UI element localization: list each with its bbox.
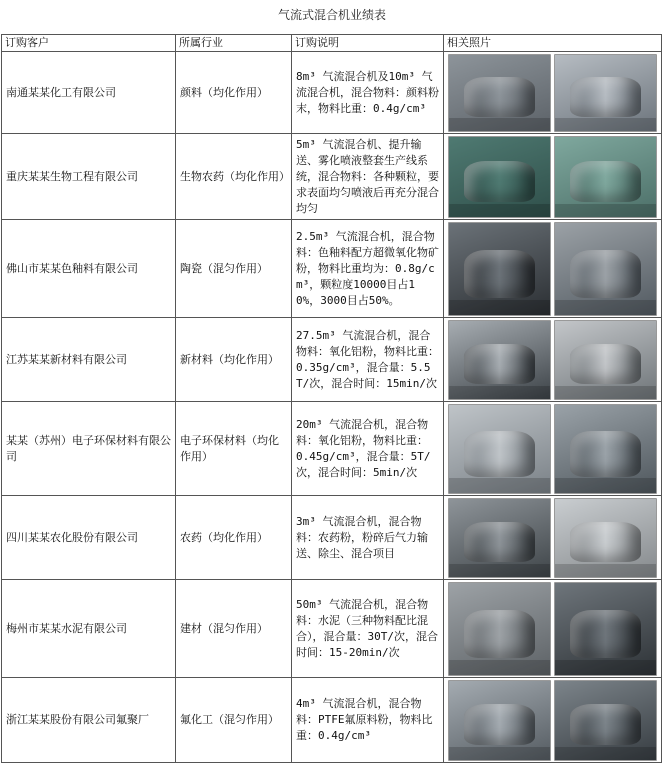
mixer-photo [448, 582, 551, 676]
tank-icon [570, 161, 641, 203]
tank-icon [570, 610, 641, 658]
tank-icon [570, 704, 641, 745]
customer-cell: 四川某某农化股份有限公司 [2, 496, 176, 580]
header-customer: 订购客户 [2, 35, 176, 52]
photos-cell [444, 318, 662, 402]
mixer-photo [554, 320, 657, 400]
table-row [2, 318, 662, 402]
mixer-photo [554, 54, 657, 132]
floor-shading [449, 118, 550, 130]
customer-cell: 南通某某化工有限公司 [2, 52, 176, 134]
tank-icon [570, 250, 641, 298]
header-description: 订购说明 [292, 35, 444, 52]
table-row [2, 52, 662, 134]
tank-icon [570, 522, 641, 563]
floor-shading [449, 300, 550, 315]
customer-cell: 江苏某某新材料有限公司 [2, 318, 176, 402]
mixer-photo [448, 680, 551, 761]
mixer-photo [554, 136, 657, 218]
mixer-photo [554, 680, 657, 761]
photos-cell [444, 678, 662, 763]
floor-shading [449, 478, 550, 492]
industry-cell: 生物农药（均化作用） [176, 134, 292, 220]
tank-icon [570, 77, 641, 117]
table-row [2, 678, 662, 763]
table-row [2, 580, 662, 678]
table-row [2, 496, 662, 580]
table-row [2, 220, 662, 318]
floor-shading [555, 747, 656, 760]
performance-table [1, 34, 662, 763]
description-cell: 8m³ 气流混合机及10m³ 气流混合机，混合物料：颜料粉末，物料比重：0.4g/cm³ [292, 52, 444, 134]
photos-cell [444, 580, 662, 678]
description-cell: 27.5m³ 气流混合机，混合物料：氧化铝粉，物料比重：0.35g/cm³，混合量：5.5T/次，混合时间：15min/次 [292, 318, 444, 402]
tank-icon [570, 344, 641, 385]
mixer-photo [448, 404, 551, 494]
mixer-photo [554, 404, 657, 494]
tank-icon [464, 161, 535, 203]
tank-icon [464, 610, 535, 658]
customer-cell: 重庆某某生物工程有限公司 [2, 134, 176, 220]
tank-icon [464, 344, 535, 385]
tank-icon [464, 431, 535, 477]
floor-shading [449, 564, 550, 576]
description-cell: 50m³ 气流混合机，混合物料：水泥（三种物料配比混合），混合量：30T/次，混合时间：15-20min/次 [292, 580, 444, 678]
description-cell: 20m³ 气流混合机，混合物料：氧化铝粉，物料比重：0.45g/cm³，混合量：5T/次，混合时间：5min/次 [292, 402, 444, 496]
floor-shading [555, 478, 656, 492]
floor-shading [449, 747, 550, 760]
description-cell: 3m³ 气流混合机，混合物料：农药粉，粉碎后气力输送、除尘、混合项目 [292, 496, 444, 580]
industry-cell: 陶瓷（混匀作用） [176, 220, 292, 318]
mixer-photo [448, 222, 551, 316]
mixer-photo [554, 582, 657, 676]
tank-icon [464, 250, 535, 298]
industry-cell: 颜料（均化作用） [176, 52, 292, 134]
customer-cell: 某某（苏州）电子环保材料有限公司 [2, 402, 176, 496]
industry-cell: 氟化工（混匀作用） [176, 678, 292, 763]
customer-cell: 佛山市某某色釉料有限公司 [2, 220, 176, 318]
header-photos: 相关照片 [444, 35, 662, 52]
page-title: 气流式混合机业绩表 [277, 8, 386, 22]
mixer-photo [448, 320, 551, 400]
mixer-photo [448, 136, 551, 218]
table-row [2, 402, 662, 496]
tank-icon [464, 522, 535, 563]
photos-cell [444, 402, 662, 496]
description-cell: 4m³ 气流混合机，混合物料：PTFE氟原料粉，物料比重：0.4g/cm³ [292, 678, 444, 763]
photos-cell [444, 52, 662, 134]
mixer-photo [554, 498, 657, 578]
header-row [2, 35, 662, 52]
description-cell: 2.5m³ 气流混合机，混合物料：色釉料配方超微氧化物矿粉，物料比重均为：0.8g/cm³，颗粒度10000目占10%，3000目占50%。 [292, 220, 444, 318]
industry-cell: 电子环保材料（均化作用） [176, 402, 292, 496]
floor-shading [555, 564, 656, 576]
mixer-photo [554, 222, 657, 316]
floor-shading [449, 386, 550, 398]
industry-cell: 建材（混匀作用） [176, 580, 292, 678]
mixer-photo [448, 54, 551, 132]
industry-cell: 农药（均化作用） [176, 496, 292, 580]
floor-shading [449, 660, 550, 675]
photos-cell [444, 220, 662, 318]
floor-shading [555, 660, 656, 675]
floor-shading [555, 204, 656, 217]
header-industry: 所属行业 [176, 35, 292, 52]
mixer-photo [448, 498, 551, 578]
floor-shading [449, 204, 550, 217]
customer-cell: 浙江某某股份有限公司氟聚厂 [2, 678, 176, 763]
floor-shading [555, 300, 656, 315]
floor-shading [555, 386, 656, 398]
tank-icon [464, 704, 535, 745]
industry-cell: 新材料（均化作用） [176, 318, 292, 402]
photos-cell [444, 134, 662, 220]
tank-icon [570, 431, 641, 477]
floor-shading [555, 118, 656, 130]
customer-cell: 梅州市某某水泥有限公司 [2, 580, 176, 678]
table-row [2, 134, 662, 220]
photos-cell [444, 496, 662, 580]
description-cell: 5m³ 气流混合机、提升输送、雾化喷液整套生产线系统，混合物料：各种颗粒，要求表面均匀喷液后再充分混合均匀 [292, 134, 444, 220]
tank-icon [464, 77, 535, 117]
